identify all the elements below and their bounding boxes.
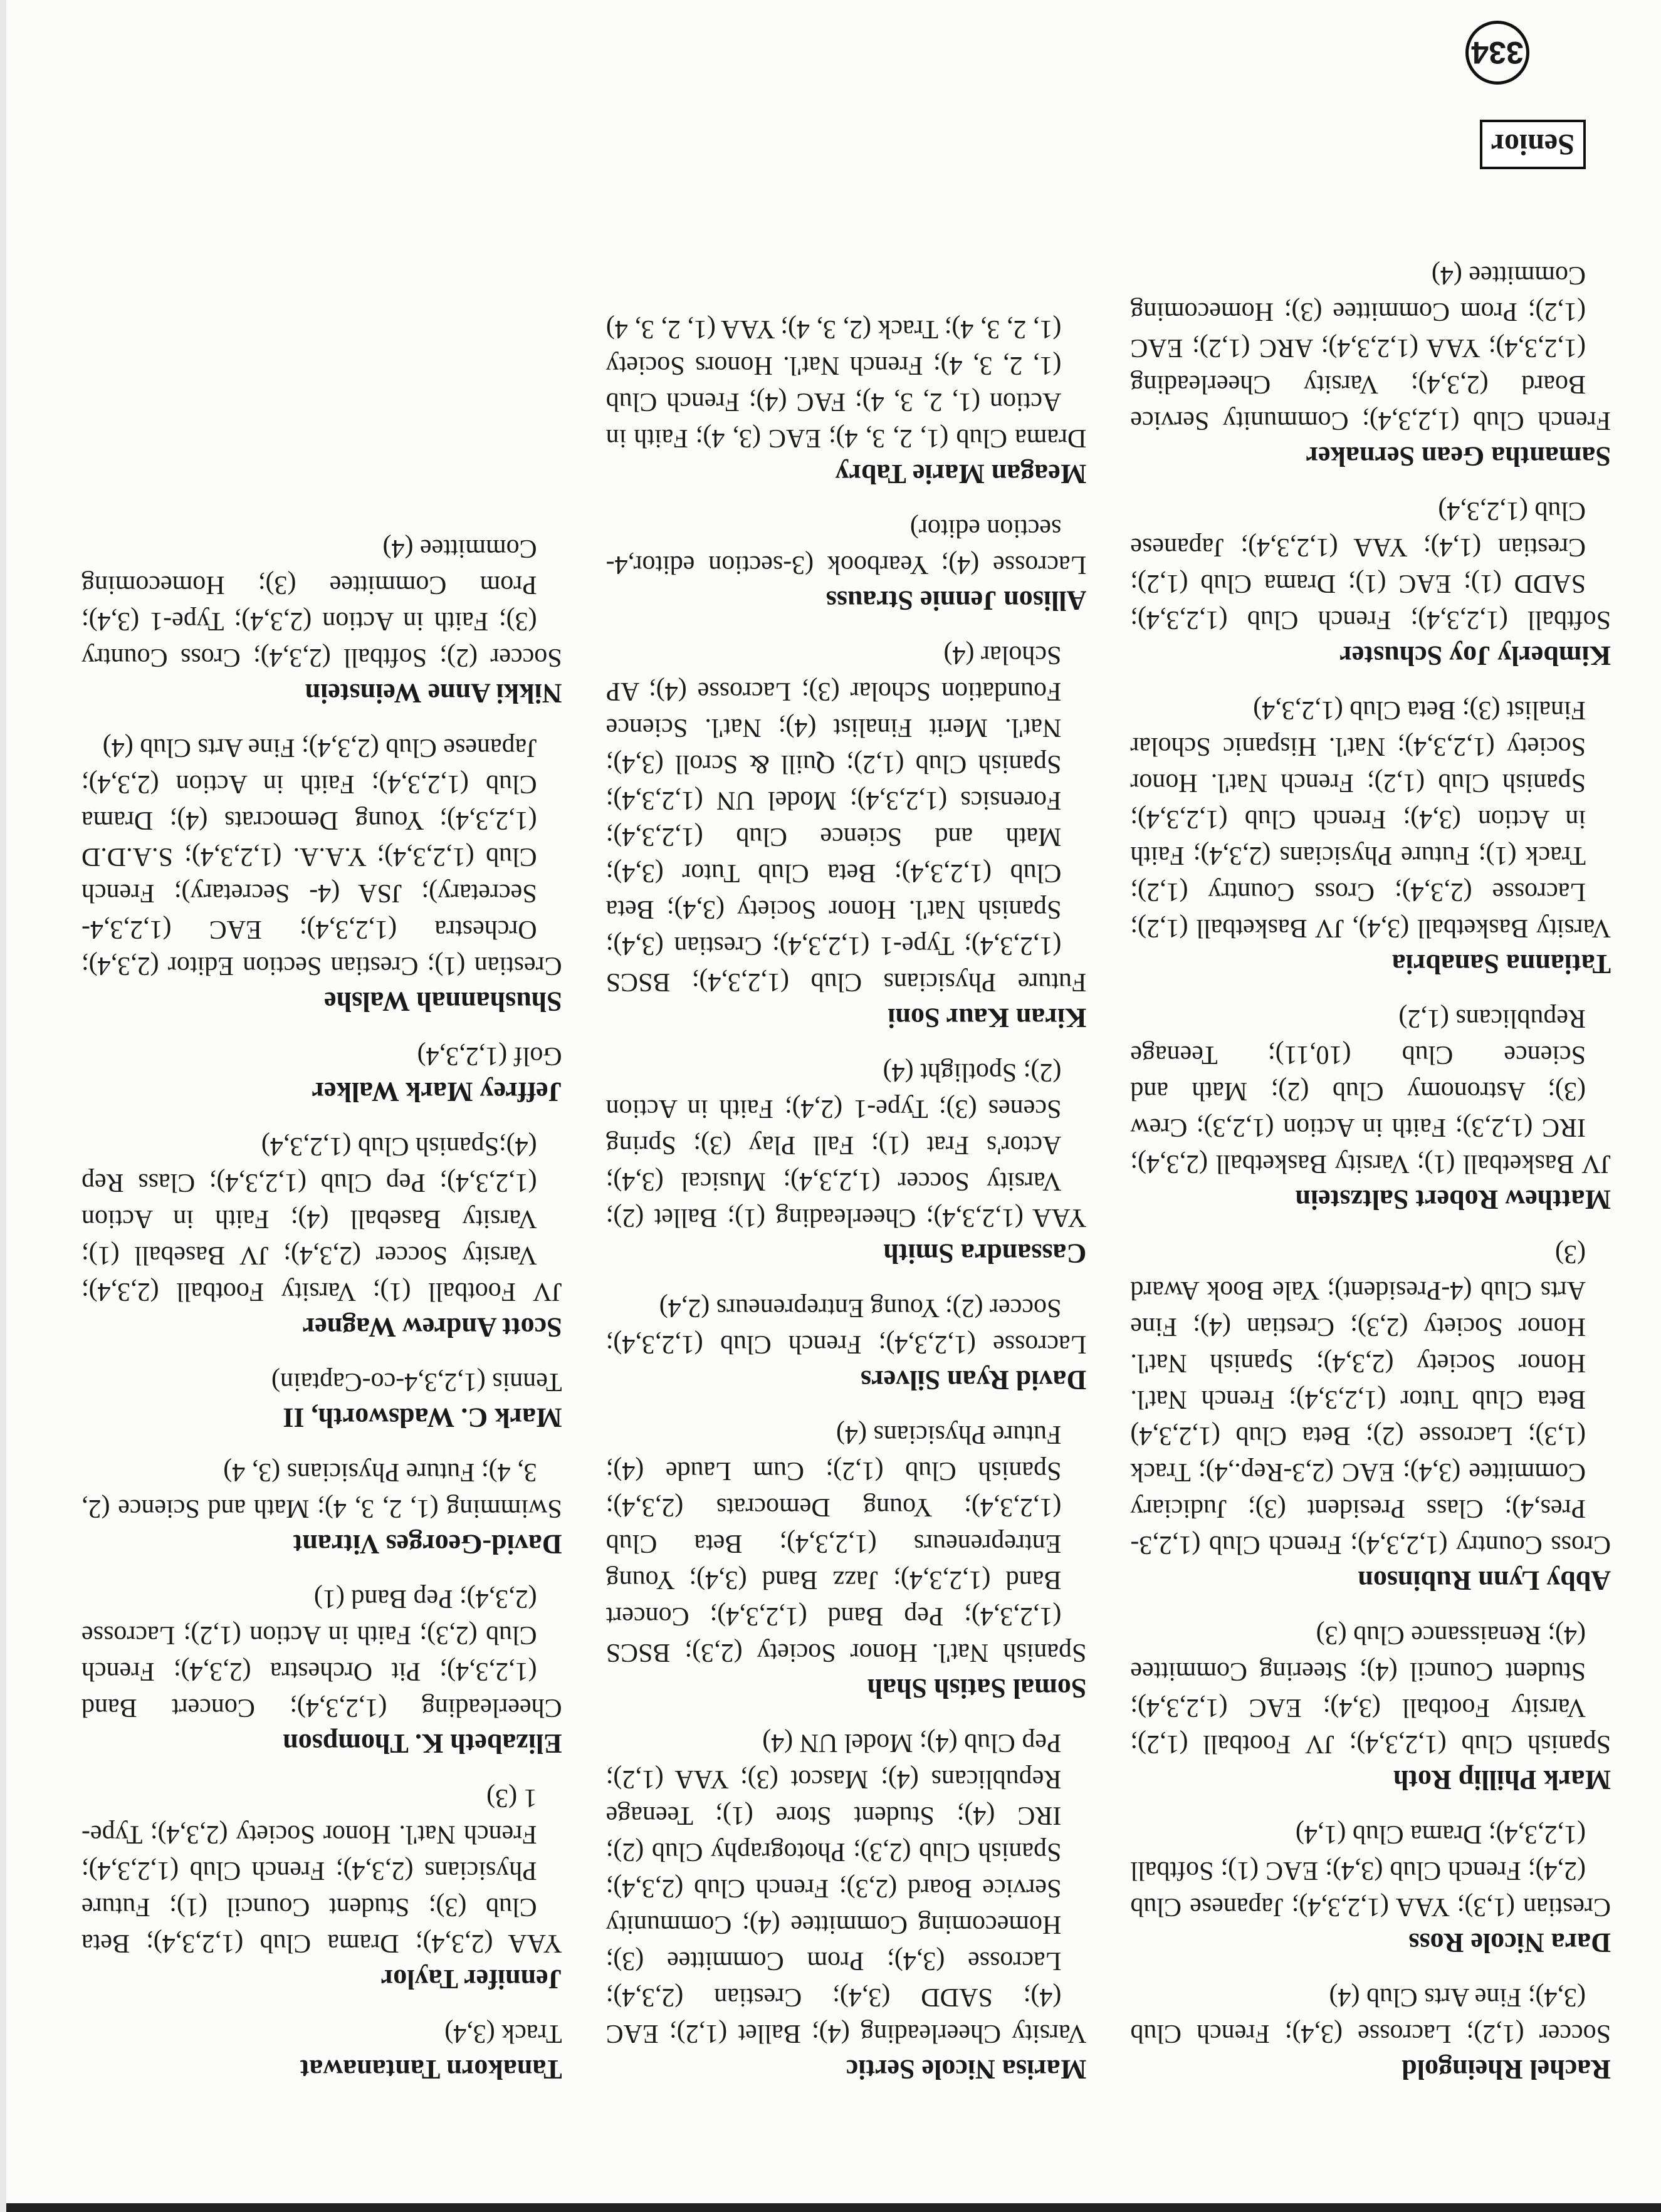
senior-name: Tanakorn Tantanawat	[300, 2054, 562, 2085]
senior-entry	[606, 637, 1087, 1035]
senior-activities: Soccer (1,2); Lacrosse (3,4); French Club (3,4); Fine Arts Club (4)	[1130, 1983, 1611, 2048]
senior-name: Nikki Anne Weinstein	[305, 678, 562, 709]
senior-activities: Tennis (1,2,3,4-co-Captain)	[271, 1367, 562, 1396]
senior-activities: Crestian (1,3); YAA (1,2,3,4); Japanese Club (2,4); French Club (3,4); EAC (1); Softball (1,2,3,4); Drama Club (1,4)	[1130, 1820, 1611, 1921]
senior-entry	[606, 1290, 1087, 1397]
column-2	[606, 94, 1087, 2087]
column-1	[1130, 94, 1611, 2087]
senior-entry	[81, 1454, 562, 1562]
senior-name: Jeffrey Mark Walker	[312, 1077, 562, 1107]
senior-activities: JV Football (1); Varsity Football (2,3,4); Varsity Soccer (2,3,4); JV Baseball (1); Varsity Baseball (4); Faith in Action (1,2,3,4); Pep Club (1,2,3,4); Class Rep (4);Spanish Club (1,2,3,4)	[81, 1132, 562, 1306]
senior-entry	[606, 311, 1087, 491]
senior-entry	[606, 510, 1087, 618]
scan-edge-right	[0, 0, 6, 2212]
senior-entry	[1130, 493, 1611, 673]
senior-activities: French Club (1,2,3,4); Community Service Board (2,3,4); Varsity Cheerleading (1,2,3,4); YAA (1,2,3,4); ARC (1,2); EAC (1,2); Prom Committee (3); Homecoming Committee (4)	[1130, 261, 1611, 435]
senior-name: Samantha Gean Sernaker	[1306, 441, 1611, 472]
senior-activities: YAA (1,2,3,4); Cheerleading (1); Ballet (2); Varsity Soccer (1,2,3,4); Musical (3,4); Actor's Frat (1); Fall Play (3); Spring Scenes (3); Type-1 (2,4); Faith in Action (2); Spotlight (4)	[605, 1058, 1087, 1232]
senior-activities: Cross Country (1,2,3,4); French Club (1,2,3-Pres,4); Class President (3); Judiciary Committee (3,4); EAC (2,3-Rep.,4); Track (1,3); Lacrosse (2); Beta Club (1,2,3,4) Beta Club Tutor (1,2,3,4); French Nat'l. Honor Society (2,3,4); Spanish Nat'l. Honor Society (2,3); Crestian (4); Fine Arts Club (4-President); Yale Book Award (3)	[1130, 1239, 1611, 1559]
senior-activities: Varsity Cheerleading (4); Ballet (1,2); EAC (4); SADD (3,4); Crestian (2,3,4); Lacrosse (3,4); Prom Committee (3); Homecoming Committee (4); Community Service Board (2,3); French Club (2,3,4); Spanish Club (2,3); Photography Club (2); IRC (4); Student Store (1); Teenage Republicans (4); Mascot (3); YAA (1,2); Pep Club (4); Model UN (4)	[605, 1728, 1087, 2048]
senior-name: David Ryan Silvers	[861, 1365, 1087, 1396]
senior-activities: Crestian (1); Crestian Section Editor (2,3,4); Orchestra (1,2,3,4); EAC (1,2,3,4- Secretary); JSA (4- Secretary); French Club (1,2,3,4); Y.A.A. (1,2,3,4); S.A.D.D (1,2,3,4); Young Democrats (4); Drama Club (1,2,3,4); Faith in Action (2,3,4); Japanese Club (2,3,4); Fine Arts Club (4)	[81, 733, 562, 980]
senior-entry	[1130, 1617, 1611, 1797]
senior-name: Tatianna Sanabria	[1391, 949, 1611, 979]
senior-entry	[606, 1724, 1087, 2087]
senior-name: Scott Andrew Wagner	[302, 1312, 562, 1343]
senior-entry	[1130, 1979, 1611, 2087]
senior-name: Matthew Robert Saltzstein	[1295, 1184, 1611, 1215]
senior-name: Mark Phillip Roth	[1393, 1765, 1611, 1795]
senior-entry	[1130, 1236, 1611, 1598]
page-number: 334	[1465, 21, 1529, 85]
senior-activities: Varsity Basketball (3,4), JV Basketball (1,2); Lacrosse (2,3,4); Cross Country (1,2); Track (1); Future Physicians (2,3,4); Faith in Action (3,4); French Club (1,2,3,4); Spanish Club (1,2); French Nat'l. Honor Society (1,2,3,4); Nat'l. Hispanic Scholar Finalist (3); Beta Club (1,2,3,4)	[1130, 696, 1611, 942]
senior-entry	[1130, 257, 1611, 474]
senior-name: Dara Nicole Ross	[1408, 1928, 1611, 1958]
senior-activities: Cheerleading (1,2,3,4); Concert Band (1,2,3,4); Pit Orchestra (2,3,4); French Club (2,3); Faith in Action (1,2); Lacrosse (2,3,4); Pep Band (1)	[81, 1584, 562, 1722]
senior-activities: Track (3,4)	[444, 2019, 562, 2048]
section-tag: Senior	[1480, 120, 1586, 169]
senior-entry	[1130, 692, 1611, 981]
senior-activities: Spanish Nat'l. Honor Society (2,3); BSCS (1,2,3,4); Pep Band (1,2,3,4); Concert Band (1,2,3,4); Jazz Band (3,4); Young Entrepreneurs (1,2,3,4); Beta Club (1,2,3,4); Young Democrats (2,3,4); Spanish Club (1,2); Cum Laude (4); Future Physicians (4)	[605, 1420, 1087, 1667]
senior-name: Allison Jennie Strauss	[825, 585, 1087, 616]
senior-name: Kimberly Joy Schuster	[1339, 640, 1611, 671]
senior-activities: Drama Club (1, 2, 3, 4); EAC (3, 4); Faith in Action (1, 2, 3, 4); FAC (4); French Club (1, 2, 3, 4); French Nat'l. Honors Society (1, 2, 3, 4); Track (2, 3, 4); YAA (1, 2, 3, 4)	[605, 315, 1087, 452]
senior-name: David-Georges Vitrant	[293, 1529, 562, 1560]
senior-name: Cassandra Smith	[883, 1238, 1087, 1269]
senior-activities: Soccer (2); Softball (2,3,4); Cross Country (3); Faith in Action (2,3,4); Type-1 (3,4); Prom Committee (3); Homecoming Committee (4)	[81, 534, 562, 672]
senior-entry	[81, 1580, 562, 1761]
senior-name: Shushannah Walshe	[324, 986, 562, 1017]
senior-name: Kiran Kaur Soni	[888, 1003, 1087, 1033]
senior-name: Mark C. Wadsworth, II	[283, 1402, 562, 1433]
senior-name: Rachel Rheingold	[1402, 2054, 1611, 2085]
senior-entry	[606, 1054, 1087, 1271]
senior-activities: Softball (1,2,3,4); French Club (1,2,3,4); SADD (1); EAC (1); Drama Club (1,2); Crestian (1,4); YAA (1,2,3,4); Japanese Club (1,2,3,4)	[1130, 496, 1611, 634]
senior-entry	[81, 1038, 562, 1109]
senior-entry	[81, 729, 562, 1019]
column-3	[81, 94, 562, 2087]
directory-columns	[81, 94, 1611, 2087]
senior-name: Somal Satish Shah	[867, 1673, 1087, 1704]
senior-activities: Lacrosse (4); Yearbook (3-section editor,4-section editor)	[605, 514, 1087, 579]
senior-entry	[81, 1128, 562, 1345]
senior-entry	[81, 1364, 562, 1435]
senior-name: Meagan Marie Tabry	[835, 459, 1087, 489]
senior-entry	[1130, 1000, 1611, 1217]
senior-name: Jennifer Taylor	[380, 1964, 562, 1995]
senior-entry	[81, 2015, 562, 2087]
senior-activities: Future Physicians Club (1,2,3,4); BSCS (1,2,3,4); Type-1 (1,2,3,4); Crestian (3,4); Spanish Nat'l. Honor Society (3,4); Beta Club (1,2,3,4); Beta Club Tutor (3,4); Math and Science Club (1,2,3,4); Forensics (1,2,3,4); Model UN (1,2,3,4); Spanish Club (1,2); Quill & Scroll (3,4); Nat'l. Merit Finalist (4); Nat'l. Science Foundation Scholar (3); Lacrosse (4); AP Scholar (4)	[605, 640, 1087, 996]
senior-activities: Lacrosse (1,2,3,4); French Club (1,2,3,4); Soccer (2); Young Entrepreneurs (2,4)	[605, 1293, 1087, 1359]
scan-edge-top	[0, 2203, 1661, 2212]
senior-entry	[606, 1416, 1087, 1706]
senior-activities: Spanish Club (1,2,3,4); JV Football (1,2); Varsity Football (3,4); EAC (1,2,3,4); Student Council (4); Steering Committee (4); Renaissance Club (3)	[1130, 1620, 1611, 1758]
senior-name: Marisa Nicole Sertic	[846, 2054, 1087, 2085]
senior-entry	[81, 530, 562, 711]
senior-activities: YAA (2,3,4); Drama Club (1,2,3,4); Beta Club (3); Student Council (1); Future Physicians (2,3,4); French Club (1,2,3,4); French Nat'l. Honor Society (2,3,4); Type-1 (3)	[81, 1783, 562, 1958]
senior-activities: Golf (1,2,3,4)	[417, 1041, 562, 1070]
senior-activities: Swimming (1, 2, 3, 4); Math and Science (2, 3, 4); Future Physicians (3, 4)	[81, 1458, 562, 1523]
senior-name: Elizabeth K. Thompson	[283, 1728, 562, 1759]
senior-activities: JV Basketball (1); Varsity Basketball (2,3,4); IRC (1,2,3); Faith in Action (1,2,3); Crew (3); Astronomy Club (2); Math and Science Club (10,11); Teenage Republicans (1,2)	[1130, 1004, 1611, 1178]
senior-name: Abby Lynn Rubinson	[1358, 1565, 1611, 1596]
senior-entry	[1130, 1816, 1611, 1960]
senior-entry	[81, 1780, 562, 1996]
